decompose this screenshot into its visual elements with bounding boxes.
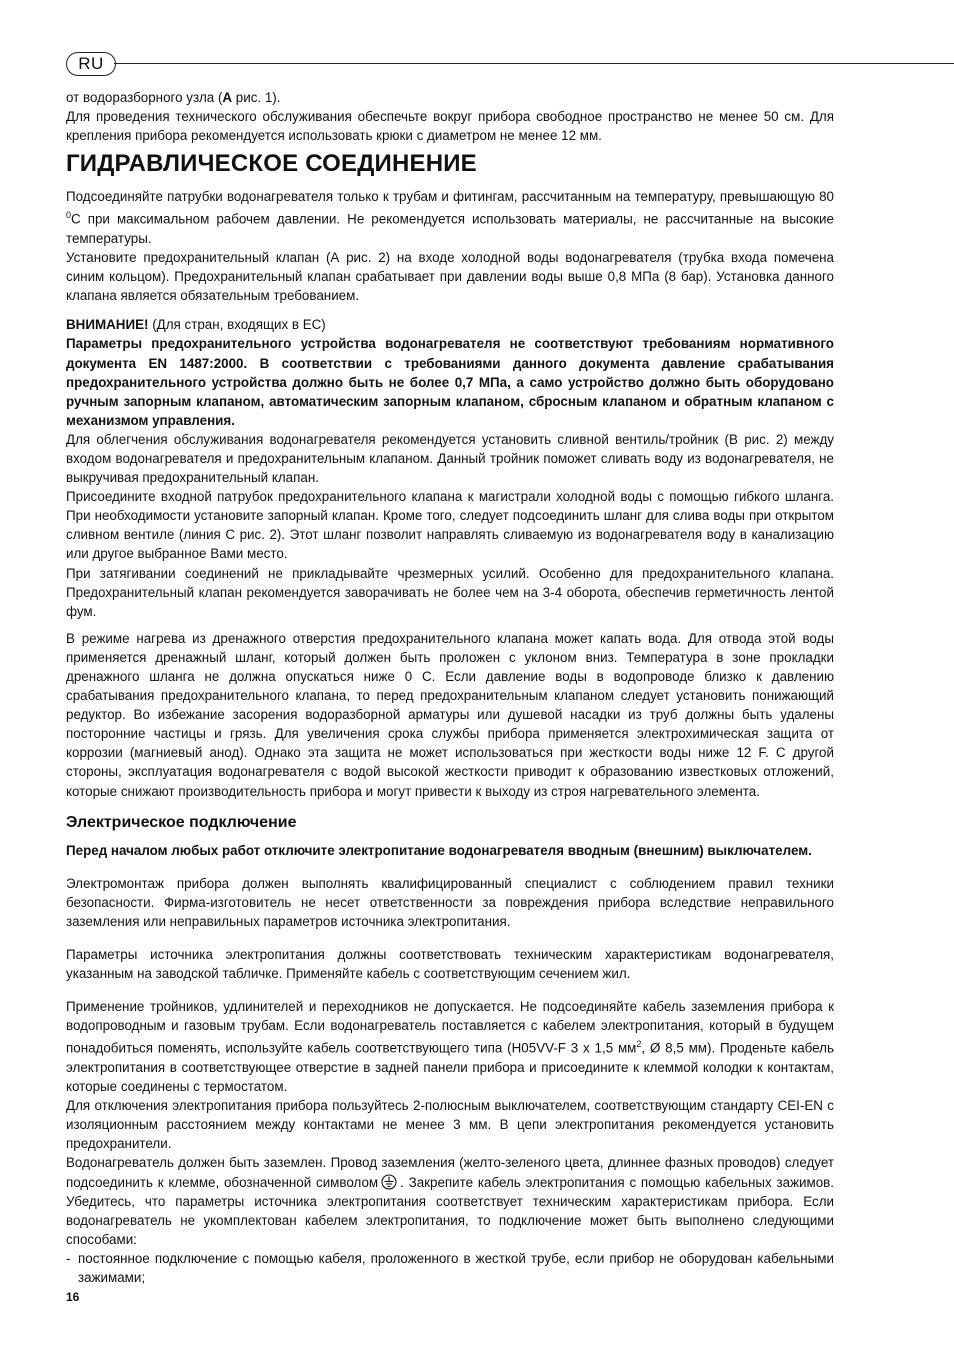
paragraph-cable: Применение тройников, удлинителей и переходников не допускается. Не подсоединяйте кабель заземления прибора к водопроводным и газовым трубам. Если водонагреватель поставляется с кабелем электропитания, который в будущем понадобиться поменять, используйте кабель соответствующего типа (H05VV-F 3 x 1,5 $мм^2$, Ø 8,5 мм). Проденьте кабель электропитания в соответствующее отверстие в задней панели прибора и присоедините к клеммой колодки к контактам, которые соединены с термостатом.: [66, 999, 834, 1095]
page-number: 16: [66, 1290, 80, 1304]
connection-methods-list: [66, 1249, 834, 1287]
paragraph-pipes: Подсоединяйте патрубки водонагревателя только к трубам и фитингам, рассчитанным на температуру, превышающую 80 $^0$С при максимальном рабочем давлении. Не рекомендуется использовать материалы, не рассчитанные на высокие температуры.: [66, 189, 834, 246]
section-title-hydraulic: ГИДРАВЛИЧЕСКОЕ СОЕДИНЕНИЕ: [66, 150, 477, 178]
page-content: [66, 88, 834, 1287]
paragraph-intro: от водоразборного узла (A рис. 1).: [66, 90, 281, 105]
paragraph-flexible-hose: Присоедините входной патрубок предохранительного клапана к магистрали холодной воды с помощью гибкого шланга. При необходимости установите запорный клапан. Кроме того, следует подсоединить шланг для слива воды при открытом сливном вентиле (линия С рис. 2). Этот шланг позволит направлять сливаемую из водонагревателя воду в канализацию или другое выбранное Вами место.: [66, 489, 834, 562]
paragraph-drain-tee: Для облегчения обслуживания водонагревателя рекомендуется установить сливной вентиль/тройник (В рис. 2) между входом водонагревателя и предохранительным клапаном. Данный тройник поможет сливать воду из водонагревателя, не выкручивая предохранительный клапан.: [66, 431, 834, 486]
paragraph-maintenance-space: Для проведения технического обслуживания обеспечьте вокруг прибора свободное пространство не менее 50 см. Для крепления прибора рекомендуется использовать крюки с диаметром не менее 12 мм.: [66, 109, 834, 144]
paragraph-qualified-specialist: Электромонтаж прибора должен выполнять квалифицированный специалист с соблюдением правил техники безопасности. Фирма-изготовитель не несет ответственности за повреждения прибора вследствие неправильного заземления или неправильных параметров источника электропитания.: [66, 875, 834, 929]
paragraph-tightening: При затягивании соединений не прикладывайте чрезмерных усилий. Особенно для предохранительного клапана. Предохранительный клапан рекомендуется заворачивать не более чем на 3-4 оборота, обеспечив герметичность лентой фум.: [66, 565, 834, 619]
page-header: [66, 50, 954, 80]
electrical-warning: Перед началом любых работ отключите электропитание водонагревателя вводным (внешним) выключателем.: [66, 842, 812, 858]
list-item: - постоянное подключение с помощью кабеля, проложенного в жесткой трубе, если прибор не оборудован кабельными зажимами;: [78, 1249, 834, 1287]
language-badge: RU: [66, 52, 116, 76]
warning-heading: ВНИМАНИЕ! (Для стран, входящих в ЕС): [66, 317, 326, 333]
ground-symbol-icon: [381, 1174, 397, 1190]
section-title-electrical: Электрическое подключение: [66, 813, 297, 831]
paragraph-power-parameters: Параметры источника электропитания должны соответствовать техническим характеристикам водонагревателя, указанным на заводской табличке. Применяйте кабель с соответствующим сечением жил.: [66, 947, 834, 982]
paragraph-safety-valve: Установите предохранительный клапан (А рис. 2) на входе холодной воды водонагревателя (трубка входа помечена синим кольцом). Предохранительный клапан срабатывает при давлении воды выше 0,8 МПа (8 бар). Установка данного клапана является обязательным требованием.: [66, 250, 834, 304]
warning-body: Параметры предохранительного устройства водонагревателя не соответствуют требованиям нормативного документа EN 1487:2000. В соответствии с требованиями данного документа давление срабатывания предохранительного устройства должно быть не более 0,7 МПа, а само устройство должно быть оборудовано ручным запорным клапаном, автоматическим запорным клапаном, сбросным клапаном и обратным клапаном с механизмом управления.: [66, 336, 834, 428]
paragraph-switch: Для отключения электропитания прибора пользуйтесь 2-полюсным выключателем, соответствующим стандарту CEI-EN с изоляционным расстоянием между контактами не менее 3 мм. В цепи электропитания рекомендуется установить предохранители.: [66, 1098, 834, 1152]
paragraph-drainage: В режиме нагрева из дренажного отверстия предохранительного клапана может капать вода. Для отвода этой воды применяется дренажный шланг, который должен быть проложен с уклоном вниз. Температура в зоне прокладки дренажного шланга не должна опускаться ниже 0 С. Если давление воды в водопроводе близко к давлению срабатывания предохранительного клапана, то перед предохранительным клапаном следует установить понижающий редуктор. Во избежание засорения водоразборной арматуры или душевой насадки из труб должны быть удалены посторонние частицы и грязь. Для увеличения срока службы прибора применяется электрохимическая защита от коррозии (магниевый анод). Однако эта защита не может использоваться при жесткости воды ниже 12 F. С другой стороны, эксплуатация водонагревателя с водой высокой жесткости приводит к образованию известковых отложений, которые снижают производительность прибора и могут привести к выходу из строя нагревательного элемента.: [66, 630, 834, 799]
paragraph-grounding: Водонагреватель должен быть заземлен. Провод заземления (желто-зеленого цвета, длиннее фазных проводов) следует подсоединить к клемме, обозначенной символом . Закрепите кабель электропитания с помощью кабельных зажимов. Убедитесь, что параметры источника электропитания соответствует техническим характеристикам прибора. Если водонагреватель не укомплектован кабелем электропитания, то подключение может быть выполнено следующими способами:: [66, 1155, 834, 1247]
header-rule: [114, 63, 954, 64]
